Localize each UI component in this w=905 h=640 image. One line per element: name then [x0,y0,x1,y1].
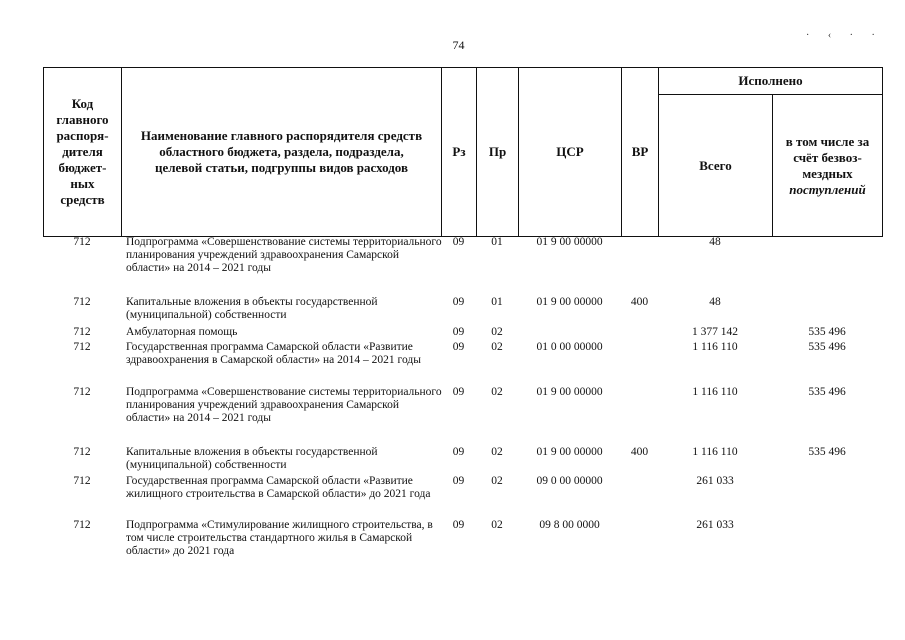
scan-marks: · ‹ · · [806,30,883,41]
cell-code: 712 [73,326,91,338]
cell-csr: 09 8 00 0000 [539,519,600,531]
cell-pr: 02 [491,475,503,487]
cell-name: Капитальные вложения в объекты государственной (муниципальной) собственности [126,296,378,321]
cell-total: 261 033 [696,475,734,487]
cell-total: 48 [709,296,721,308]
cell-rz: 09 [452,475,465,487]
cell-vr: 400 [630,296,649,308]
cell-total: 1 377 142 [692,326,738,338]
cell-total: 1 116 110 [692,446,738,458]
cell-free: 535 496 [808,446,846,458]
cell-rz: 09 [452,446,465,458]
table-header [43,67,883,237]
cell-code: 712 [73,386,91,398]
cell-csr: 01 9 00 00000 [536,446,603,458]
table-row [43,236,882,294]
cell-csr: 01 0 00 00000 [536,341,603,353]
header-code: Код главного распоря-дителя бюджет-ных средств [44,68,122,237]
cell-rz: 09 [452,386,465,398]
cell-code: 712 [73,341,91,353]
cell-name: Государственная программа Самарской области «Развитие жилищного строительства в Самарской области» до 2021 года [126,475,431,500]
cell-csr: 01 9 00 00000 [536,236,603,248]
cell-name: Государственная программа Самарской области «Развитие здравоохранения в Самарской области» на 2014 – 2021 годы [126,341,421,366]
header-free [773,95,883,237]
cell-name: Капитальные вложения в объекты государственной (муниципальной) собственности [126,446,378,471]
cell-rz: 09 [452,519,465,531]
cell-csr: 09 0 00 00000 [536,475,603,487]
page-number: 74 [452,38,465,52]
cell-name: Подпрограмма «Стимулирование жилищного строительства, в том числе строительства стандартного жилья в Самарской области» до 2021 года [126,519,433,557]
cell-pr: 01 [491,296,503,308]
cell-vr: 400 [630,446,649,458]
cell-code: 712 [73,236,91,248]
cell-code: 712 [73,446,91,458]
cell-pr: 02 [491,519,503,531]
header-name: Наименование главного распорядителя средств областного бюджета, раздела, подраздела, целевой статьи, подгруппы видов расходов [122,68,442,237]
cell-free: 535 496 [808,386,846,398]
cell-pr: 01 [491,236,503,248]
cell-free: 535 496 [808,326,846,338]
cell-total: 48 [709,236,721,248]
cell-name: Подпрограмма «Совершенствование системы территориального планирования учреждений здравоохранения Самарской области» на 2014 – 2021 годы [126,386,442,424]
cell-free: 535 496 [808,341,846,353]
cell-name: Амбулаторная помощь [126,326,238,338]
cell-name: Подпрограмма «Совершенствование системы территориального планирования учреждений здравоохранения Самарской области» на 2014 – 2021 годы [126,236,442,274]
cell-rz: 09 [452,236,465,248]
cell-pr: 02 [491,341,503,353]
cell-code: 712 [73,296,91,308]
cell-pr: 02 [491,326,503,338]
header-free-italic: поступлений [789,181,866,197]
cell-pr: 02 [491,446,503,458]
table-body [43,236,882,557]
cell-total: 1 116 110 [692,341,738,353]
header-executed: Исполнено [659,68,883,95]
header-vr: ВР [622,68,659,237]
header-rz: Рз [442,68,477,237]
cell-rz: 09 [452,341,465,353]
cell-pr: 02 [491,386,503,398]
cell-rz: 09 [452,326,465,338]
cell-total: 1 116 110 [692,386,738,398]
header-pr: Пр [477,68,519,237]
header-total: Всего [659,95,773,237]
header-csr: ЦСР [519,68,622,237]
cell-code: 712 [73,519,91,531]
cell-csr: 01 9 00 00000 [536,386,603,398]
cell-total: 261 033 [696,519,734,531]
cell-rz: 09 [452,296,465,308]
header-free-prefix: в том числе за счёт безвоз-мездных [785,133,870,181]
cell-csr: 01 9 00 00000 [536,296,603,308]
cell-code: 712 [73,475,91,487]
